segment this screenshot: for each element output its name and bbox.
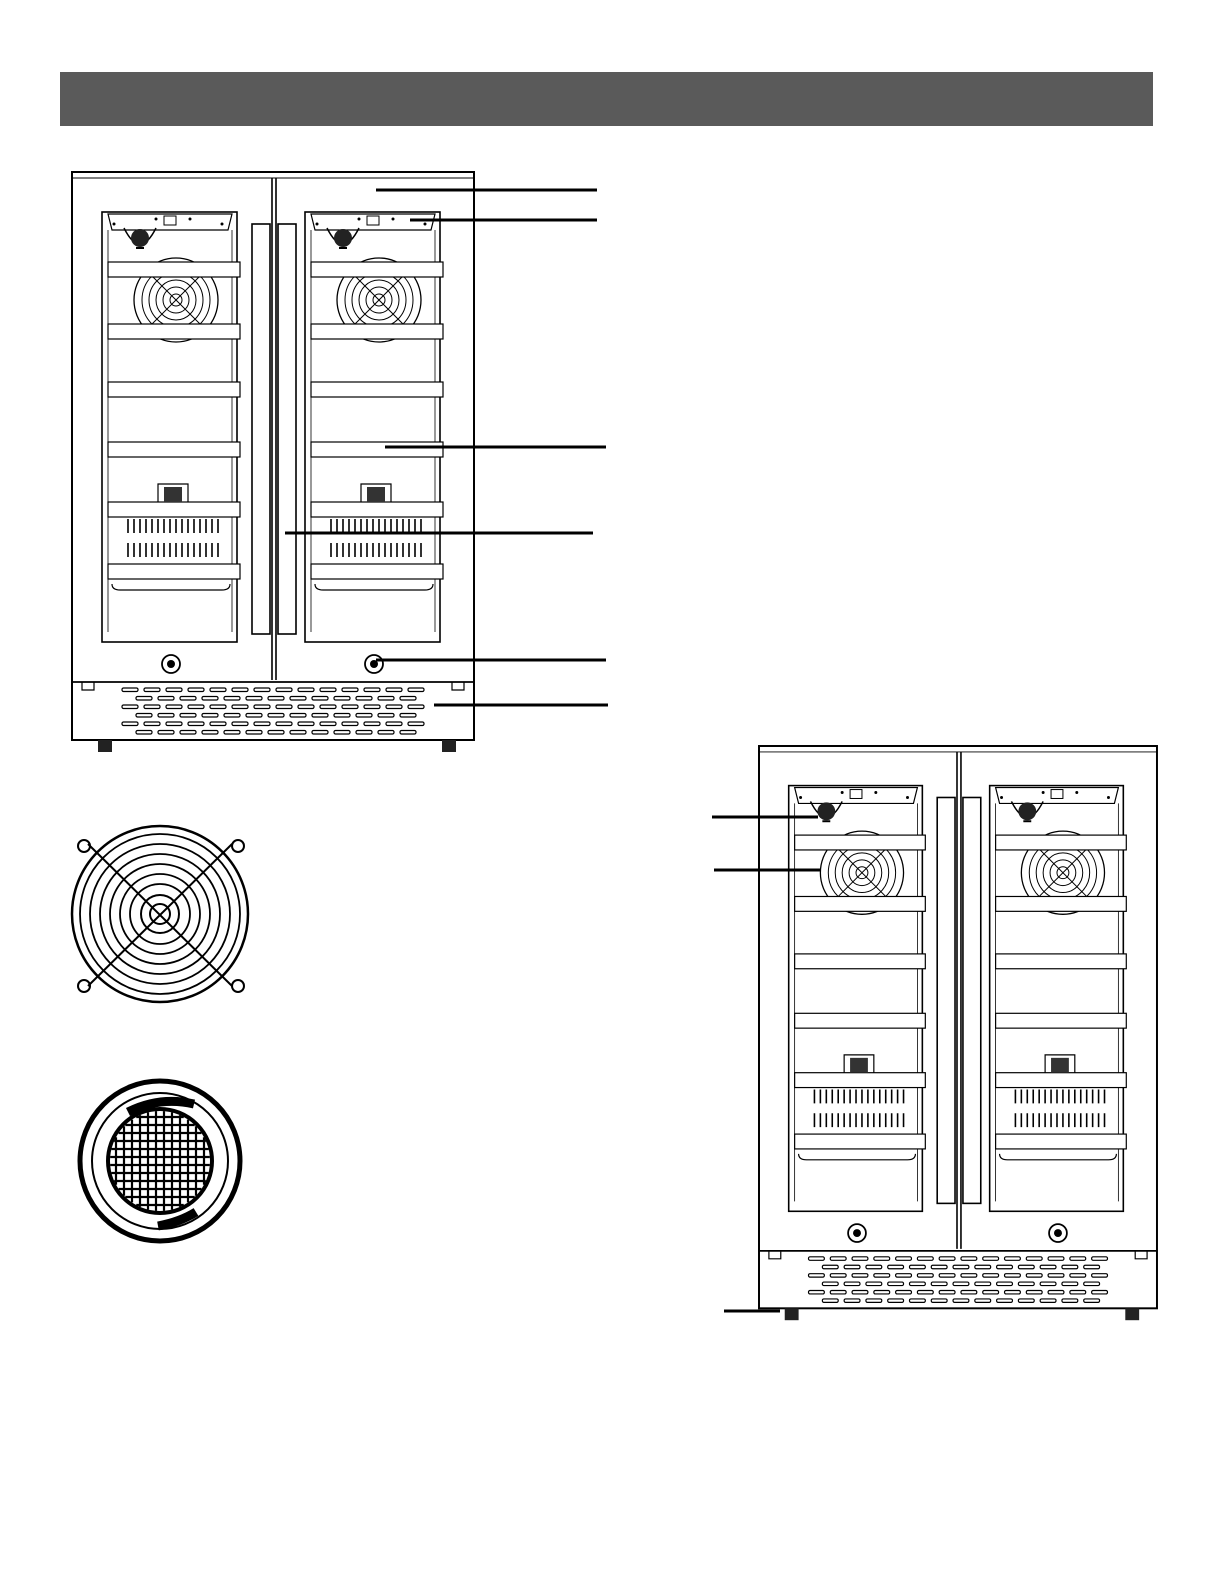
front-view-figure xyxy=(72,172,474,752)
front-view-lower-figure xyxy=(759,746,1157,1320)
light-detail xyxy=(80,1081,240,1241)
fan-guard-detail xyxy=(72,826,248,1002)
